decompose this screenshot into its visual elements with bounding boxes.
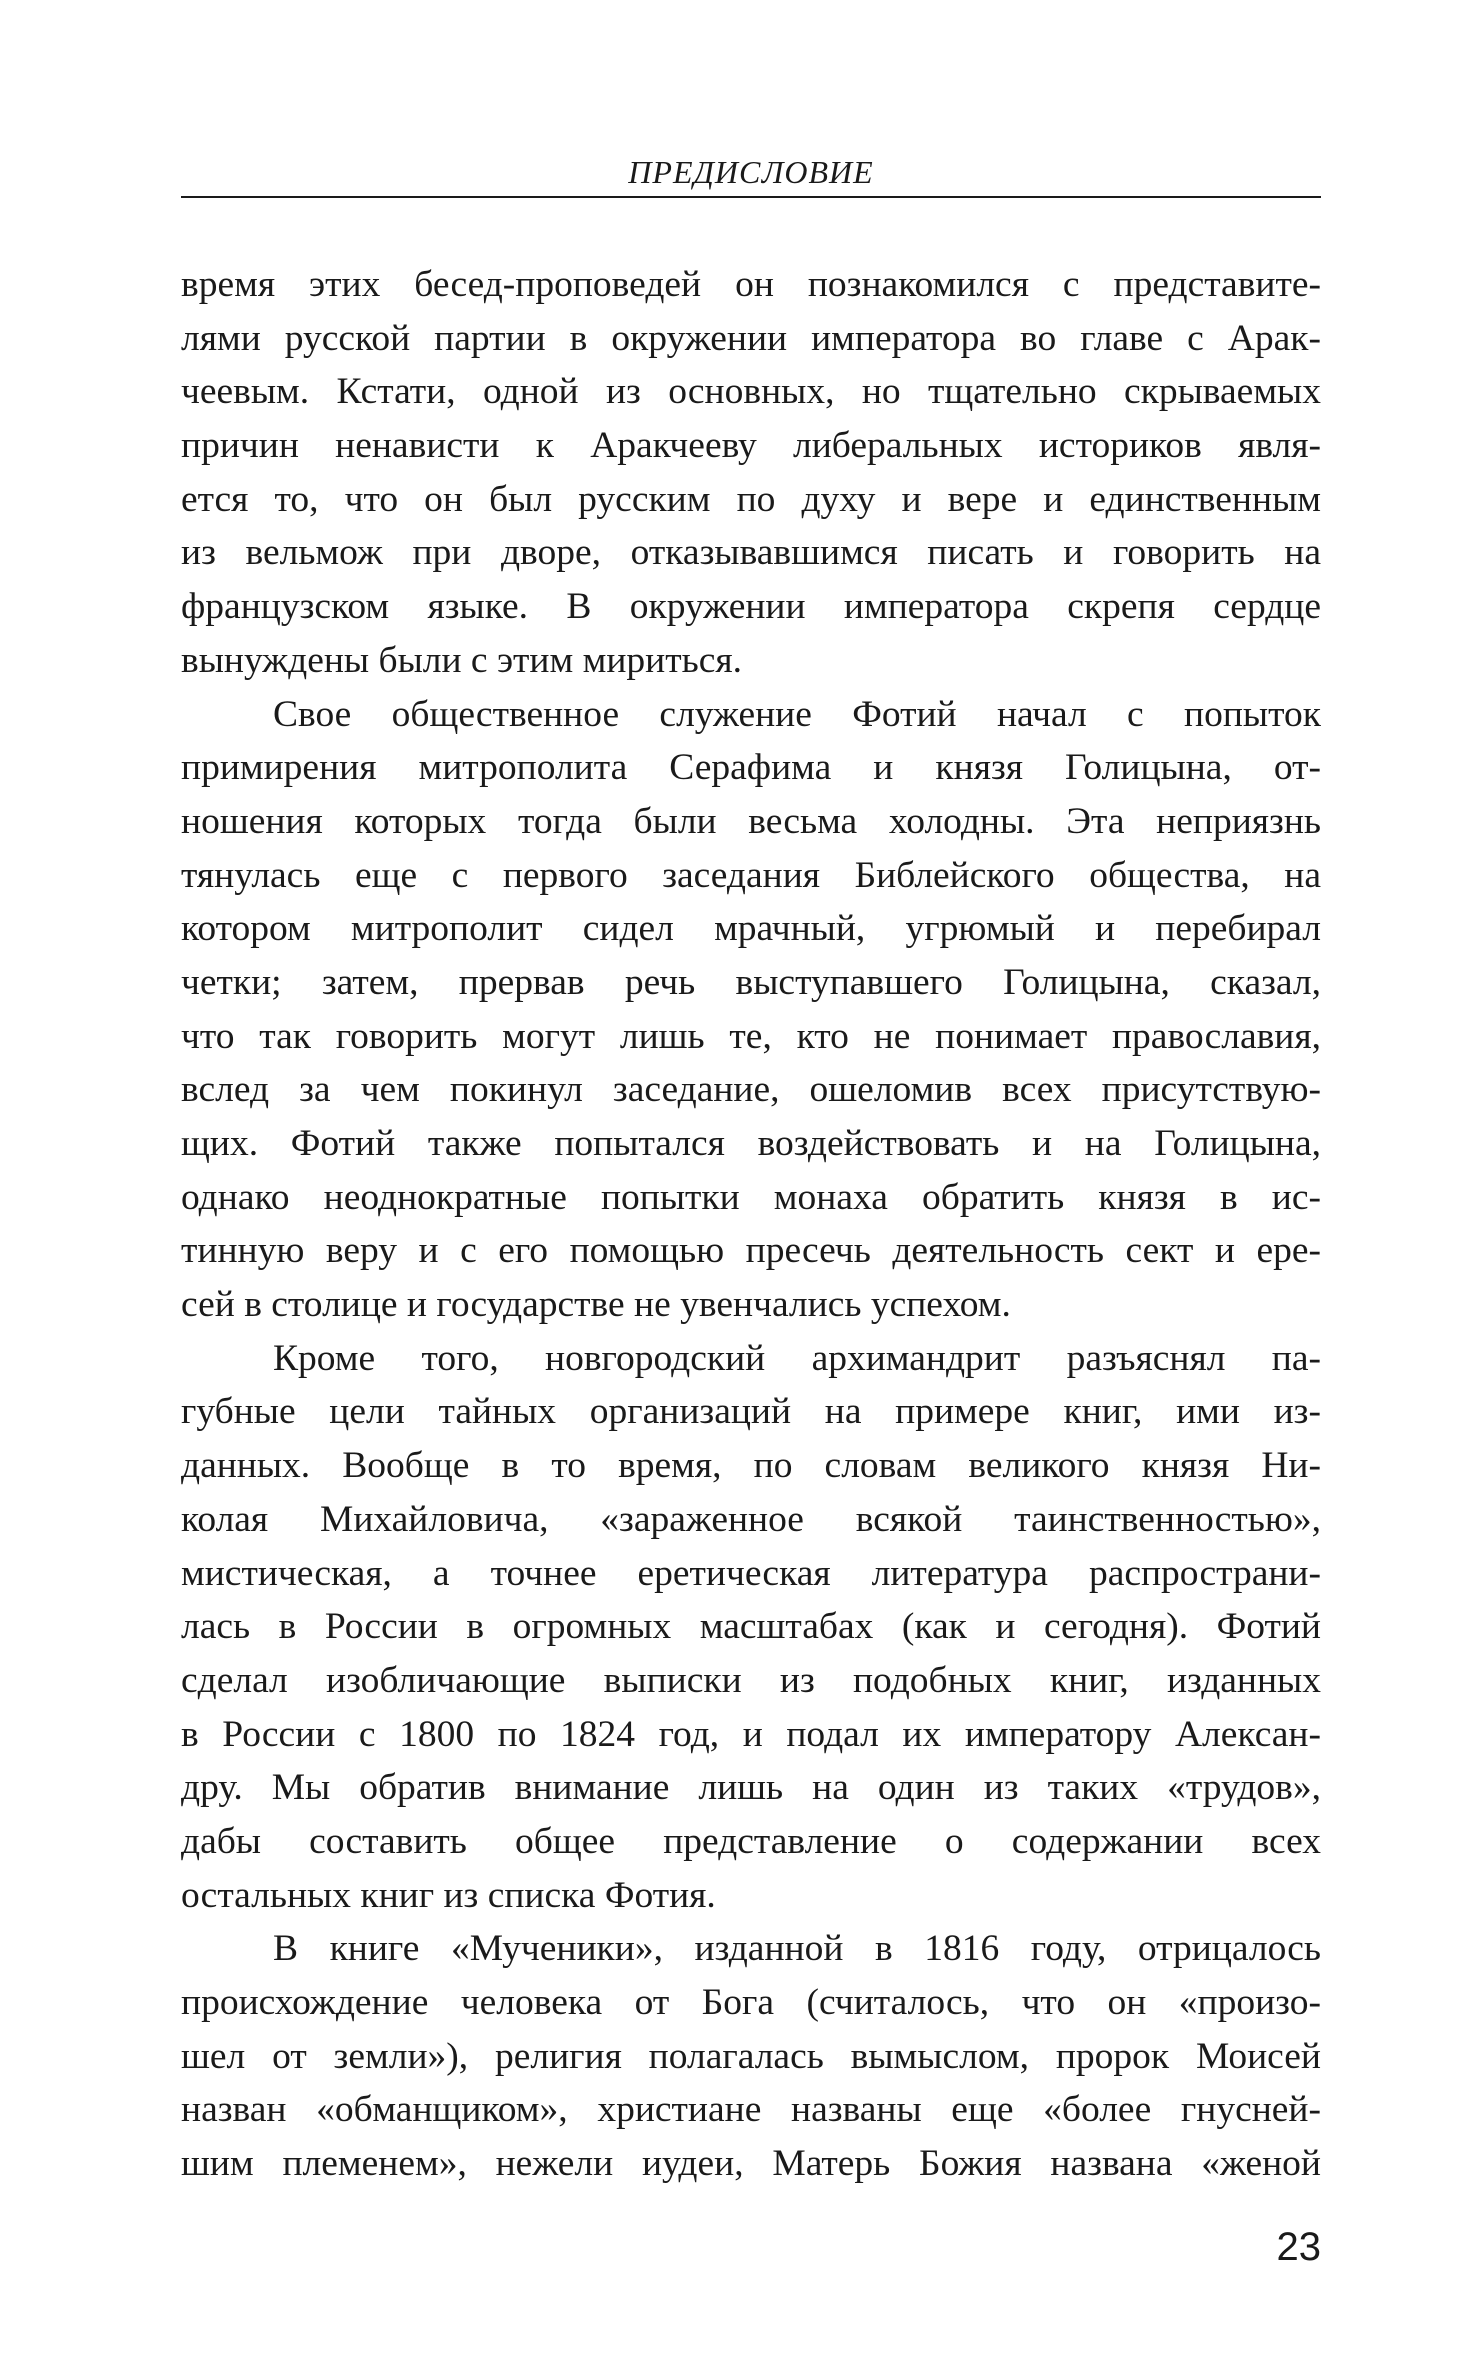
text-line: лась в России в огромных масштабах (как и сегодня). Фотий	[181, 1606, 1321, 1648]
text-line: колая Михайловича, «зараженное всякой таинственностью»,	[181, 1498, 1321, 1540]
page-number: 23	[1276, 2225, 1321, 2269]
text-line: сделал изобличающие выписки из подобных книг, изданных	[181, 1659, 1321, 1701]
text-line: вынуждены были с этим мириться.	[181, 639, 742, 681]
text-line: четки; затем, прервав речь выступавшего Голицына, сказал,	[181, 961, 1321, 1003]
text-line: данных. Вообще в то время, по словам великого князя Ни-	[181, 1445, 1321, 1487]
text-line: котором митрополит сидел мрачный, угрюмый и перебирал	[181, 908, 1321, 950]
text-line: однако неоднократные попытки монаха обратить князя в ис-	[181, 1176, 1321, 1218]
text-line: происхождение человека от Бога (считалось, что он «произо-	[181, 1982, 1321, 2023]
text-line: из вельмож при дворе, отказывавшимся писать и говорить на	[181, 532, 1321, 574]
text-line: назван «обманщиком», христиане названы еще «более гнусней-	[181, 2089, 1321, 2131]
text-line: причин ненависти к Аракчееву либеральных историков явля-	[181, 425, 1321, 467]
header-rule	[181, 196, 1321, 198]
text-line: щих. Фотий также попытался воздействовать и на Голицына,	[181, 1123, 1321, 1164]
text-line: дру. Мы обратив внимание лишь на один из таких «трудов»,	[181, 1767, 1321, 1809]
text-line: чеевым. Кстати, одной из основных, но тщательно скрываемых	[181, 371, 1321, 413]
text-line: ется то, что он был русским по духу и вере и единственным	[181, 478, 1321, 520]
text-line: тянулась еще с первого заседания Библейского общества, на	[181, 854, 1321, 896]
body-text	[181, 258, 1321, 2191]
text-line: в России с 1800 по 1824 год, и подал их императору Алексан-	[181, 1713, 1321, 1755]
text-line: тинную веру и с его помощью пресечь деятельность сект и ере-	[181, 1230, 1321, 1272]
text-line: французском языке. В окружении императора скрепя сердце	[181, 586, 1321, 628]
text-line: что так говорить могут лишь те, кто не понимает православия,	[181, 1015, 1321, 1057]
text-line: губные цели тайных организаций на примере книг, ими из-	[181, 1391, 1321, 1433]
text-line: примирения митрополита Серафима и князя Голицына, от-	[181, 747, 1321, 789]
text-line: шим племенем», нежели иудеи, Матерь Божия названа «женой	[181, 2143, 1321, 2185]
running-title: ПРЕДИСЛОВИЕ	[628, 154, 874, 190]
text-line: вслед за чем покинул заседание, ошеломив всех присутствую-	[181, 1069, 1321, 1111]
text-line: ношения которых тогда были весьма холодны. Эта неприязнь	[181, 800, 1321, 842]
text-line: В книге «Мученики», изданной в 1816 году, отрицалось	[273, 1928, 1321, 1970]
text-line: дабы составить общее представление о содержании всех	[181, 1820, 1321, 1862]
text-line: шел от земли»), религия полагалась вымыслом, пророк Моисей	[181, 2035, 1321, 2077]
text-line: время этих бесед-проповедей он познакомился с представите-	[181, 264, 1321, 305]
text-line: Кроме того, новгородский архимандрит разъяснял па-	[273, 1337, 1321, 1379]
text-line: мистическая, а точнее еретическая литература распространи-	[181, 1552, 1321, 1594]
text-line: лями русской партии в окружении императора во главе с Арак-	[181, 317, 1321, 359]
text-line: Свое общественное служение Фотий начал с попыток	[273, 693, 1321, 735]
text-line: остальных книг из списка Фотия.	[181, 1874, 716, 1916]
text-line: сей в столице и государстве не увенчались успехом.	[181, 1284, 1011, 1326]
